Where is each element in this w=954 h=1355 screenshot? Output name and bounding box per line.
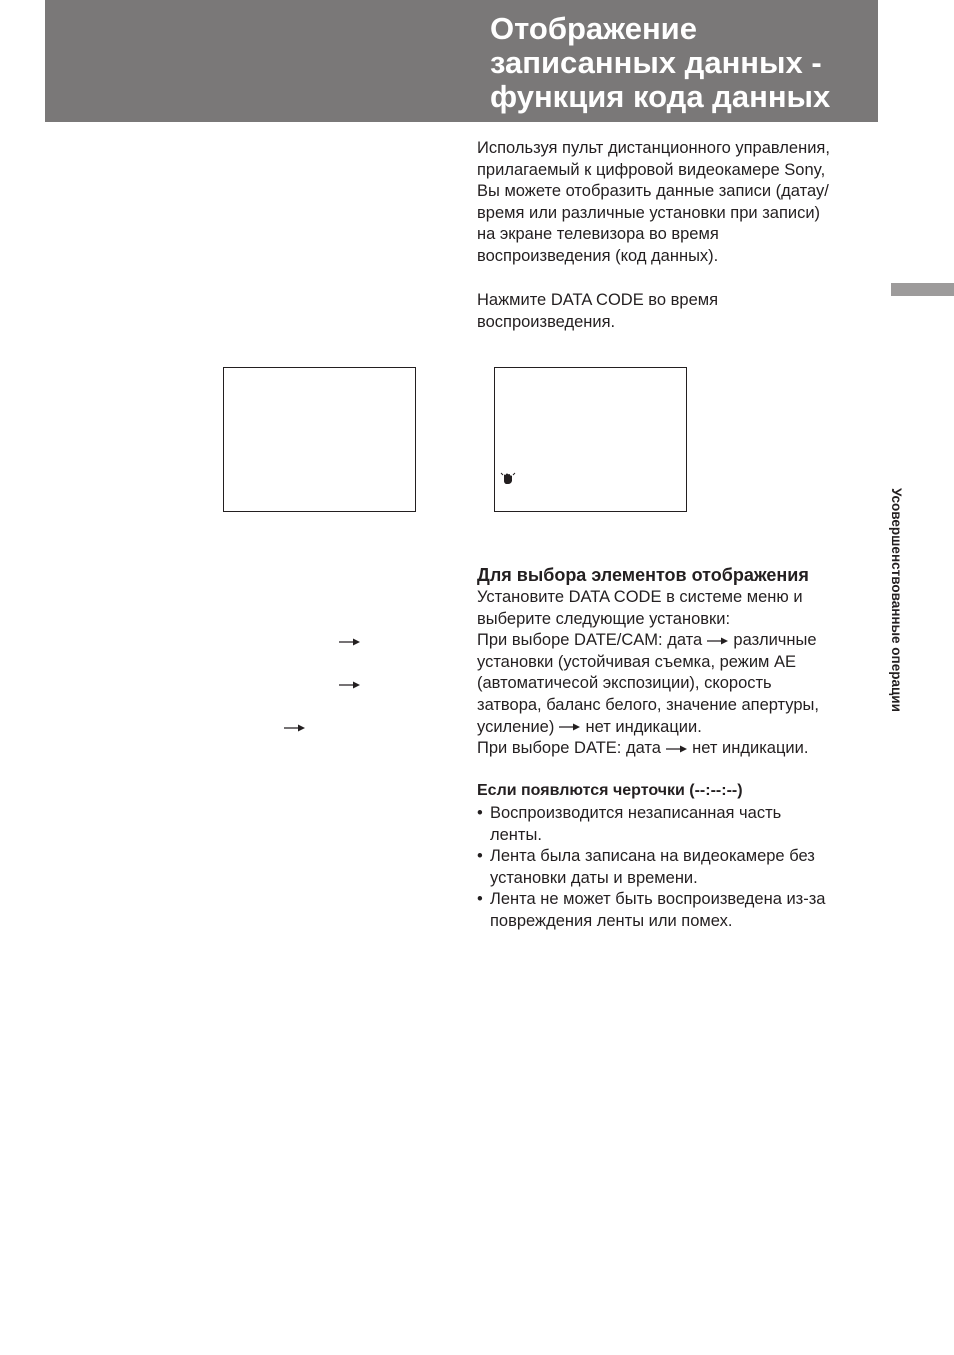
section-heading-select: Для выбора элементов отображения <box>477 565 809 585</box>
screen-illustration-right <box>494 367 687 512</box>
bullet-line: повреждения ленты или помех. <box>490 911 733 930</box>
select-text-part: различные <box>728 631 817 650</box>
select-line-date <box>477 738 819 760</box>
intro-line: прилагаемый к цифровой видеокамере Sony, <box>477 160 826 179</box>
select-text-part: При выборе DATE: дата <box>477 739 666 758</box>
side-section-label: Усовершенствованные операции <box>889 488 904 712</box>
list-item <box>477 803 825 846</box>
list-item <box>477 889 825 932</box>
press-line: воспроизведения. <box>477 312 616 331</box>
page-title <box>490 12 880 114</box>
select-line-gain <box>477 717 819 739</box>
select-line: установки (устойчивая съемка, режим AE <box>477 652 796 671</box>
intro-line: Используя пульт дистанционного управления, <box>477 139 830 157</box>
select-line-datecam <box>477 630 819 652</box>
select-line: затвора, баланс белого, значение апертуры, <box>477 695 819 714</box>
arrow-right-icon <box>559 722 581 732</box>
select-line: Установите DATA CODE в системе меню и <box>477 588 803 606</box>
arrow-right-icon <box>666 744 688 754</box>
bullet-line: • Лента не может быть воспроизведена из-за <box>490 890 826 909</box>
dashes-bullet-list <box>477 803 825 933</box>
side-tab-marker <box>891 283 954 296</box>
intro-line: время или различные установки при записи) <box>477 203 821 222</box>
title-line: записанных данных - <box>490 45 822 80</box>
intro-line: воспроизведения (код данных). <box>477 246 719 265</box>
select-line: выберите следующие установки: <box>477 609 731 628</box>
arrow-right-icon <box>284 723 306 733</box>
list-item <box>477 846 825 889</box>
intro-line: Вы можете отобразить данные записи (датау/ <box>477 182 829 201</box>
hand-icon <box>500 472 516 486</box>
select-text-part: нет индикации. <box>580 717 702 736</box>
press-instruction <box>477 290 718 333</box>
bullet-line: • Лента была записана на видеокамере без <box>490 847 815 866</box>
title-line: Отображение <box>490 11 697 46</box>
intro-paragraph <box>477 138 830 268</box>
select-text-part: нет индикации. <box>687 739 809 758</box>
select-line: (автоматичесой экспозиции), скорость <box>477 674 772 693</box>
bullet-line: установки даты и времени. <box>490 868 698 887</box>
arrow-right-icon <box>339 637 361 647</box>
arrow-right-icon <box>707 636 729 646</box>
select-text-part: усиление) <box>477 717 559 736</box>
bullet-line: ленты. <box>490 825 542 844</box>
bullet-line: • Воспроизводится незаписанная часть <box>490 804 782 822</box>
select-text-part: При выборе DATE/CAM: дата <box>477 631 707 650</box>
title-line: функция кода данных <box>490 79 831 114</box>
intro-line: на экране телевизора во время <box>477 225 719 244</box>
select-paragraph <box>477 587 819 760</box>
screen-illustration-left <box>223 367 416 512</box>
press-line: Нажмите DATA CODE во время <box>477 291 719 309</box>
section-heading-dashes: Если появлются черточки (--:--:--) <box>477 782 743 799</box>
arrow-right-icon <box>339 680 361 690</box>
